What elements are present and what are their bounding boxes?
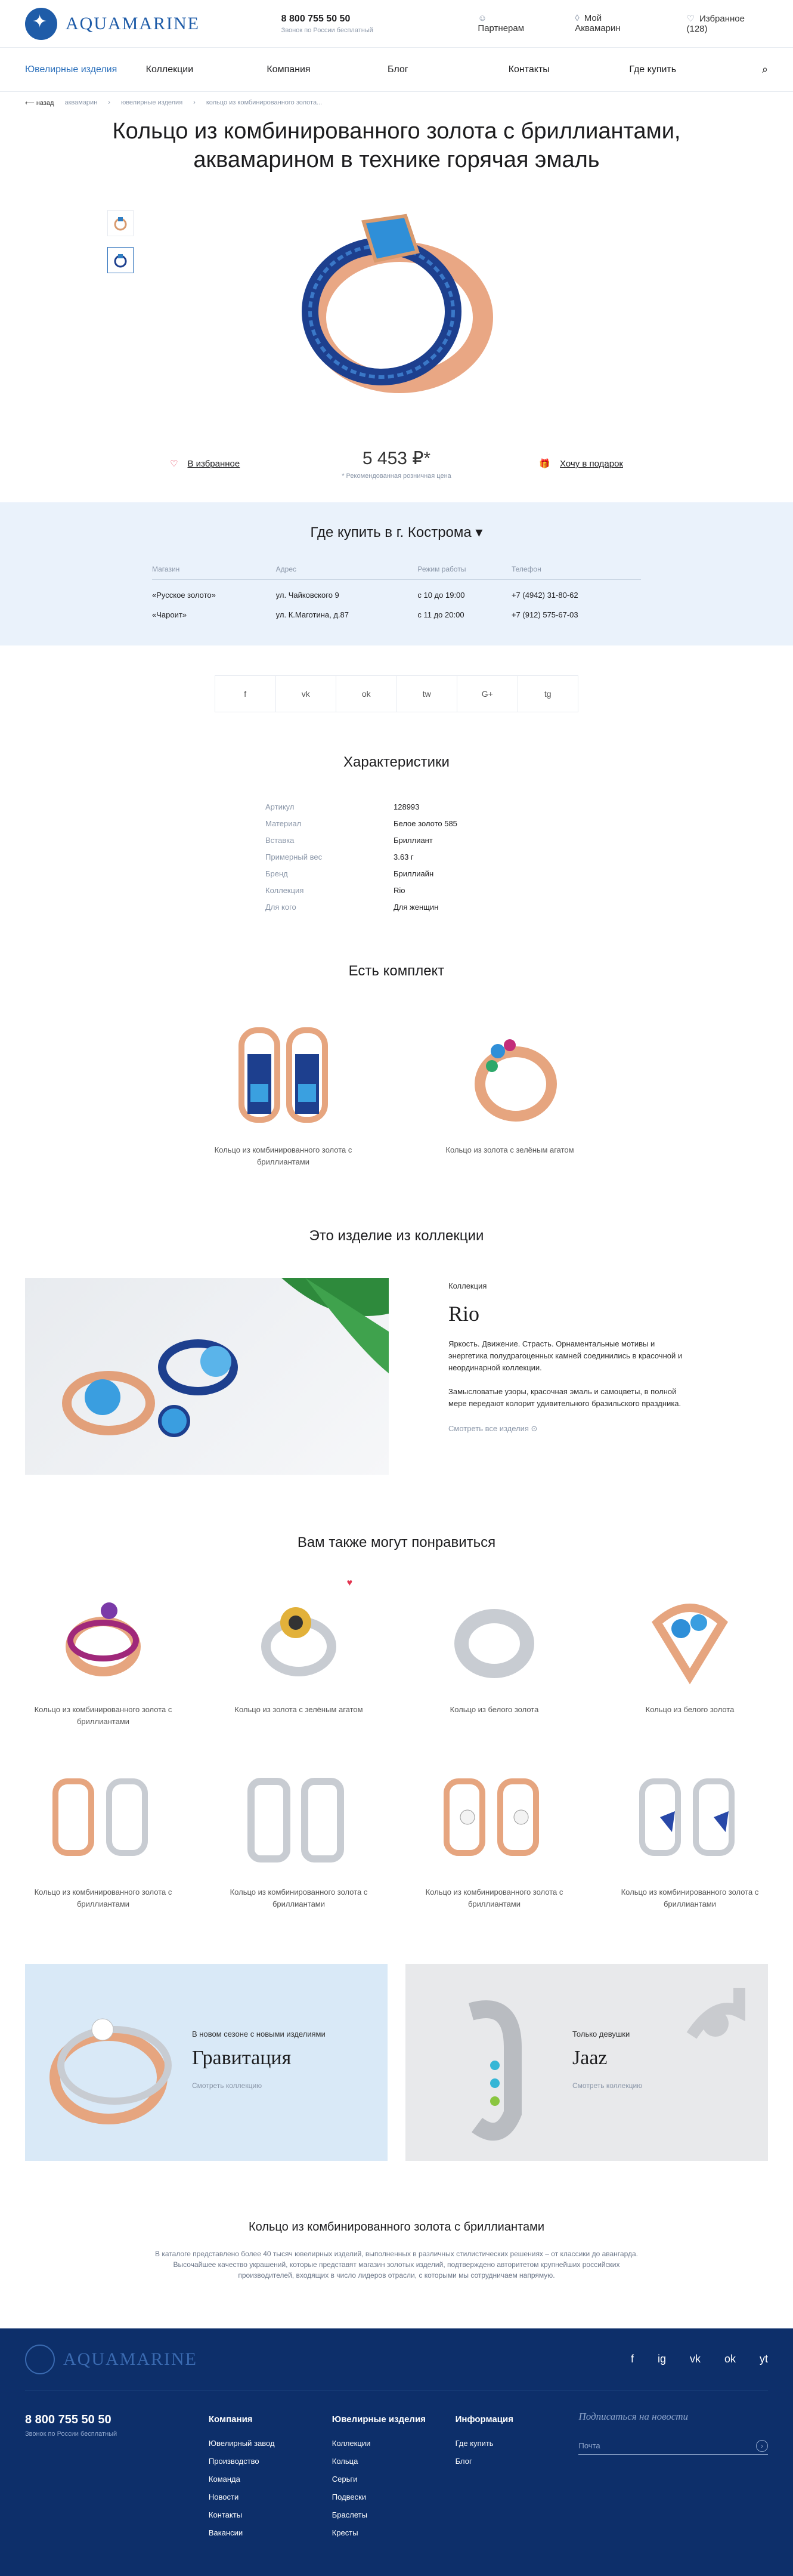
crumb-aquamarine[interactable]: аквамарин: [64, 99, 98, 106]
add-to-favorites[interactable]: ♡ В избранное: [170, 459, 240, 469]
recommendations-section: [0, 1534, 793, 1910]
back-link[interactable]: ⟵ назад: [25, 99, 54, 107]
promo-banner-jaaz[interactable]: Только девушки Jaaz Смотреть коллекцию: [405, 1964, 768, 2161]
specs-table: [265, 798, 528, 915]
thumbnail-active[interactable]: [107, 247, 134, 273]
gem-icon: ◊: [575, 13, 580, 23]
footer-col-info: Информация Где купить Блог: [456, 2411, 579, 2542]
phone-number[interactable]: 8 800 755 50 50: [281, 13, 351, 24]
set-card[interactable]: Кольцо из комбинированного золота с бриллиантами: [203, 1015, 364, 1168]
odnoklassniki-icon[interactable]: ok: [724, 2353, 736, 2365]
collection-image: [25, 1278, 389, 1475]
seo-section: [0, 2220, 793, 2281]
product-card[interactable]: Кольцо из белого золота: [600, 1575, 779, 1728]
telegram-icon[interactable]: tg: [544, 689, 552, 699]
footer-col-jewelry: Ювелирные изделия Коллекции Кольца Серьги Подвески Браслеты Кресты: [332, 2411, 456, 2542]
footer-phone[interactable]: 8 800 755 50 50: [25, 2413, 111, 2426]
spec-row: Вставка Бриллиант: [265, 835, 433, 845]
stores-table: Магазин Адрес Режим работы Телефон «Русское золото» ул. Чайковского 9 с 10 до 19:00 +7 (4942) 31-80-62 «Чароит» ул. К.Маготина, д.87 с 11 до 20:00 +7 (912) 575-67-03: [152, 565, 641, 619]
product-card[interactable]: Кольцо из комбинированного золота с бриллиантами: [405, 1758, 584, 1910]
seo-text: В каталоге представлено более 40 тысяч ювелирных изделий, выполненных в различных стилистических решениях – от классики до авангарда. Высочайшее качество украшений, которые представят магазин золотых изделий, подтверждено авторитетом крупнейших российских производителей, входящих в число лидеров отрасли, с которыми мы сотрудничаем напрямую.: [155, 2250, 638, 2280]
subscribe-form: Подписаться на новости Почта ›: [578, 2411, 768, 2542]
specs-section: [0, 754, 793, 915]
top-bar: [0, 0, 793, 48]
main-nav: [0, 48, 793, 92]
footer-social: [631, 2353, 768, 2365]
gift-icon: 🎁: [539, 459, 551, 469]
gift-wish[interactable]: 🎁 Хочу в подарок: [539, 459, 623, 469]
nav-collections[interactable]: Коллекции: [145, 64, 194, 75]
google-plus-icon[interactable]: G+: [457, 676, 518, 712]
footer-link[interactable]: Блог: [455, 2457, 472, 2466]
product-card[interactable]: Кольцо из белого золота: [405, 1575, 584, 1728]
ring-thumb-icon: [111, 251, 129, 269]
breadcrumb: ⟵ назад аквамарин › ювелирные изделия › кольцо из комбинированного золота...: [25, 99, 323, 107]
footer-link[interactable]: Ювелирный завод: [208, 2439, 275, 2448]
seo-title: Кольцо из комбинированного золота с бриллиантами: [248, 2220, 544, 2234]
logo[interactable]: [25, 8, 281, 40]
spec-row: Для кого Для женщин: [265, 902, 439, 912]
spec-row: Примерный вес 3.63 г: [265, 852, 414, 861]
nav-company[interactable]: Компания: [267, 64, 311, 75]
product-card[interactable]: Кольцо из комбинированного золота с бриллиантами: [14, 1575, 193, 1728]
footer: [0, 2328, 793, 2576]
footer-link[interactable]: Контакты: [208, 2510, 243, 2519]
instagram-icon[interactable]: ig: [657, 2353, 666, 2365]
youtube-icon[interactable]: yt: [759, 2353, 768, 2365]
vk-icon[interactable]: vk: [276, 676, 337, 712]
top-links: [478, 13, 768, 34]
footer-phone-caption: Звонок по России бесплатный: [25, 2430, 117, 2438]
footer-link[interactable]: Серьги: [332, 2475, 358, 2484]
thumbnail[interactable]: [107, 210, 134, 236]
table-row: «Русское золото» ул. Чайковского 9 с 10 до 19:00 +7 (4942) 31-80-62: [152, 591, 578, 600]
heart-icon: ♡: [686, 14, 695, 24]
table-row: «Чароит» ул. К.Маготина, д.87 с 11 до 20:00 +7 (912) 575-67-03: [152, 610, 578, 619]
crumb-jewelry[interactable]: ювелирные изделия: [120, 99, 183, 106]
price-row: [0, 431, 793, 496]
heart-filled-icon[interactable]: ♥: [346, 1578, 352, 1588]
where-title[interactable]: Где купить в г. Кострома ▾: [310, 524, 483, 540]
earrings-image: [224, 1018, 343, 1132]
nav-blog[interactable]: Блог: [388, 64, 408, 75]
arrow-right-icon: ›: [756, 2440, 768, 2452]
collection-section: [0, 1228, 793, 1475]
where-to-buy: [0, 502, 793, 645]
spec-row: Артикул 128993: [265, 802, 420, 811]
spec-row: Коллекция Rio: [265, 885, 405, 895]
arrow-right-icon: ⊙: [531, 1424, 538, 1433]
footer-link[interactable]: Команда: [208, 2475, 240, 2484]
collection-title: Это изделие из коллекции: [309, 1228, 484, 1244]
promo-banner-gravitation[interactable]: В новом сезоне с новыми изделиями Гравитация Смотреть коллекцию: [25, 1964, 388, 2161]
facebook-icon[interactable]: f: [630, 2353, 634, 2365]
set-card[interactable]: Кольцо из золота с зелёным агатом: [429, 1015, 590, 1168]
collection-desc-1: Яркость. Движение. Страсть. Орнаментальные мотивы и энергетика полудрагоценных камней соединились в красочной и неординарной коллекции.: [448, 1339, 683, 1372]
set-title: Есть комплект: [348, 963, 445, 979]
product-gallery: [0, 192, 793, 431]
ring-thumb-icon: [111, 214, 129, 232]
crumb-current: кольцо из комбинированного золота...: [206, 99, 323, 106]
odnoklassniki-icon[interactable]: ok: [336, 676, 397, 712]
product-card[interactable]: Кольцо из комбинированного золота с бриллиантами: [14, 1758, 193, 1910]
logo-mark-icon: [25, 2345, 55, 2374]
page-title: Кольцо из комбинированного золота с бриллиантами, аквамарином в технике горячая эмаль: [112, 119, 681, 172]
recommendations-title: Вам также могут понравиться: [297, 1534, 496, 1550]
footer-link[interactable]: Производство: [208, 2457, 259, 2466]
spec-row: Бренд Бриллиайн: [265, 869, 434, 878]
product-card[interactable]: ♥ Кольцо из золота с зелёным агатом: [234, 1578, 363, 1714]
facebook-icon[interactable]: f: [215, 676, 276, 712]
heart-icon: ♡: [170, 459, 178, 469]
share-bar: [215, 675, 578, 712]
product-card[interactable]: Кольцо из комбинированного золота с бриллиантами: [209, 1758, 388, 1910]
nav-contacts[interactable]: Контакты: [508, 64, 550, 75]
phone-caption: Звонок по России бесплатный: [281, 26, 373, 34]
collection-name: Rio: [448, 1302, 480, 1326]
footer-link[interactable]: Кольца: [332, 2457, 358, 2466]
price: 5 453 ₽*: [362, 448, 431, 468]
vk-icon[interactable]: vk: [689, 2353, 701, 2365]
favorites-link[interactable]: ♡ Избранное (128): [686, 14, 745, 34]
collection-more-link[interactable]: Смотреть все изделия ⊙: [448, 1424, 538, 1433]
product-image: [280, 198, 519, 413]
footer-link[interactable]: Где купить: [455, 2439, 494, 2448]
logo-mark-icon: [25, 8, 57, 40]
email-field[interactable]: Почта ›: [578, 2437, 768, 2455]
logo-text: AQUAMARINE: [66, 13, 200, 33]
chevron-down-icon: ▾: [475, 524, 483, 540]
footer-link[interactable]: Браслеты: [332, 2510, 367, 2519]
footer-link[interactable]: Подвески: [332, 2492, 367, 2501]
thumbnails: [107, 210, 134, 284]
footer-link[interactable]: Новости: [208, 2492, 239, 2501]
nav-jewelry[interactable]: Ювелирные изделия: [25, 64, 117, 75]
promo-ring-image: [37, 1964, 192, 2161]
spec-row: Материал Белое золото 585: [265, 818, 457, 828]
price-box: [325, 448, 468, 480]
header-phone: [281, 14, 478, 34]
promo-banners: [0, 1964, 793, 2161]
product-card[interactable]: Кольцо из комбинированного золота с бриллиантами: [600, 1758, 779, 1910]
search-icon[interactable]: ⌕: [761, 63, 769, 75]
collection-label: Коллекция: [448, 1281, 487, 1290]
twitter-icon[interactable]: tw: [397, 676, 458, 712]
collection-desc-2: Замысловатые узоры, красочная эмаль и самоцветы, в полной мере передают колорит удивительного бразильского праздника.: [448, 1387, 682, 1408]
user-icon: ☺: [478, 13, 487, 23]
partners-link[interactable]: ☺Партнерам: [478, 13, 525, 33]
price-note: * Рекомендованная розничная цена: [342, 472, 451, 480]
ring-image: [450, 1018, 569, 1132]
specs-title: Характеристики: [343, 754, 450, 770]
footer-link[interactable]: Кресты: [332, 2528, 358, 2537]
footer-link[interactable]: Вакансии: [208, 2528, 243, 2537]
product-grid: [0, 1575, 793, 1910]
nav-where-to-buy[interactable]: Где купить: [629, 64, 677, 75]
my-aquamarine-link[interactable]: ◊ Мой Аквамарин: [575, 13, 621, 33]
set-section: [0, 963, 793, 1168]
footer-col-company: Компания Ювелирный завод Производство Команда Новости Контакты Вакансии: [209, 2411, 332, 2542]
footer-link[interactable]: Коллекции: [332, 2439, 371, 2448]
footer-logo[interactable]: AQUAMARINE: [25, 2345, 197, 2374]
